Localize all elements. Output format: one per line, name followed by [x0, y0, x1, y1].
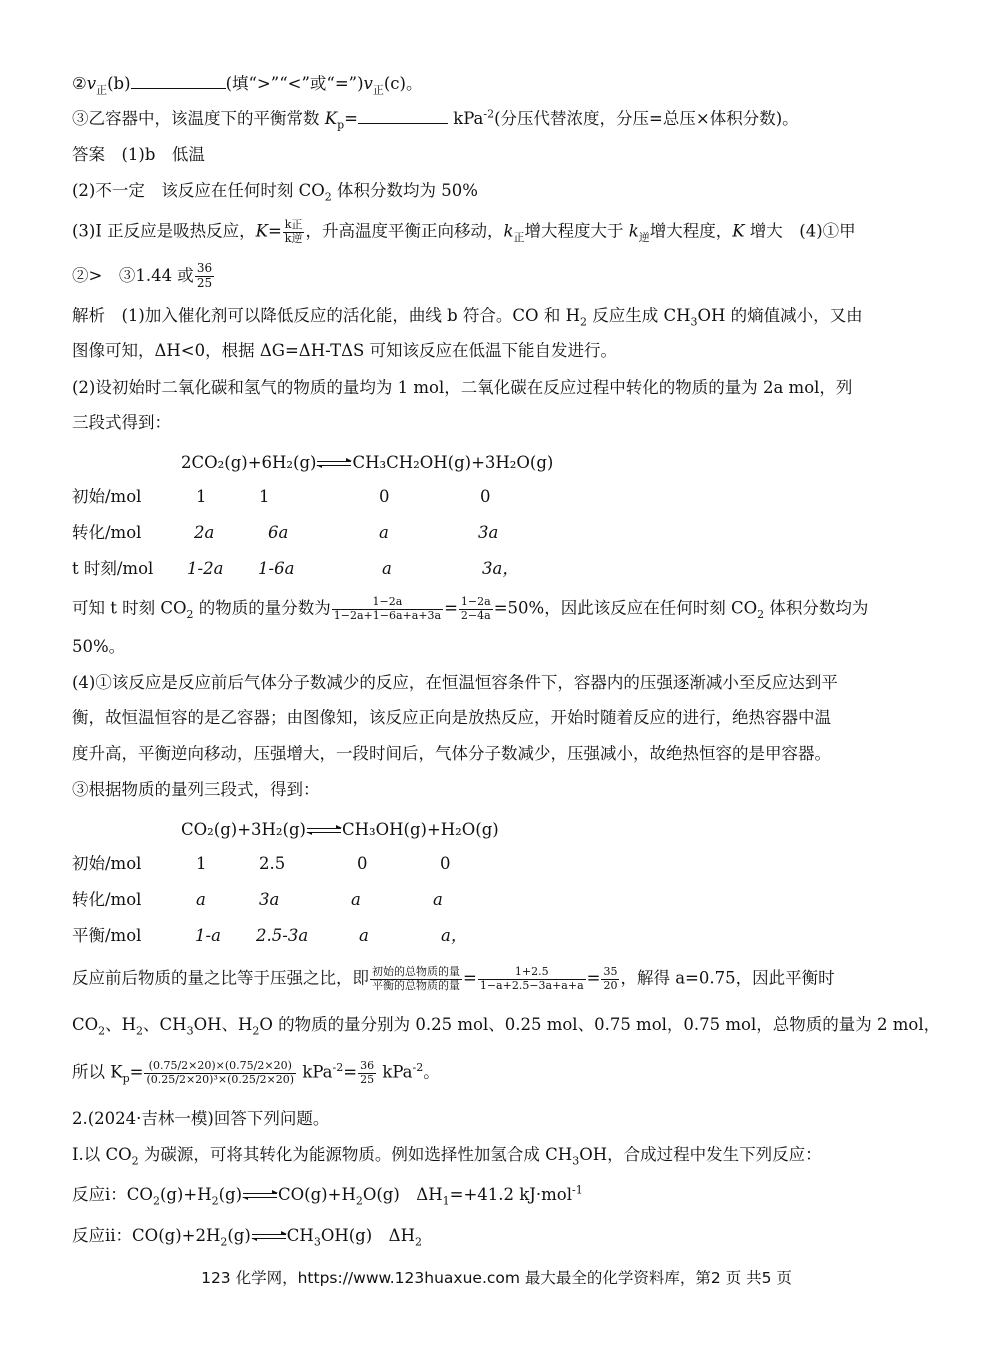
equation-2: CO₂(g)+3H₂(g) CH₃OH(g)+H₂O(g)	[181, 820, 499, 839]
analysis-line-12: $CO_2$、$H_2$、$CH_3OH$、$H_2O$ 的物质的量分别为 0.25 mol、0.25 mol、0.75 mol，0.75 mol，总物质的量为 2 mol，	[72, 1015, 941, 1038]
pressure-ratio-3: $\frac{35}{20}$	[603, 965, 618, 992]
analysis-line-13: 所以 $K_p=$ $\frac{(0.75/2\times 20)\times(0.75/2\times 20)}{\text{(0.25/2×20)³×(0.25/2×20)}}$ kPa$^{-2}$= $\frac{36}{25}$ kPa$^{-2}$。	[72, 1059, 440, 1086]
question-line-2: $②v_正(b)$ (填“>”“<”或“$=”)v_正(c)$。	[72, 74, 423, 97]
analysis-line-9: 度升高，平衡逆向移动，压强增大，一段时间后，气体分子数减少，压强减小，故绝热恒容的是甲容器。	[72, 744, 831, 763]
analysis-line-5: 可知 t 时刻 $CO_2$ 的物质的量分数为 $\frac{1-2a}{1-2a+1-6a+a+3a}$ = $\frac{1-2a}{2-4a}$ =50%，因此该反应在任何时刻 $CO_2$ 体积分数均为	[72, 595, 869, 622]
pressure-ratio-2: $\frac{1+2.5}{1-a+2.5-3a+a+a}$	[479, 965, 584, 992]
kp-fraction: $\frac{(0.75/2\times 20)\times(0.75/2\times 20)}{\text{(0.25/2×20)³×(0.25/2×20)}}$	[146, 1059, 295, 1086]
answer-line-3: (3)Ⅰ 正反应是吸热反应，K= $\frac{\text{k正}}{\text{k逆}}$ ，升高温度平衡正向移动，$k_正$增大程度大于 $k_逆$增大程度，K 增大 (4)①甲	[72, 218, 856, 245]
analysis-line-6: 50%。	[72, 637, 126, 656]
mole-fraction-2: $\frac{1-2a}{2-4a}$	[460, 595, 491, 622]
page-footer: 123 化学网，https://www.123huaxue.com 最大最全的化学资料库，第2 页 共5 页	[201, 1269, 792, 1287]
answer-line-4: ②> ③1.44 或 $\frac{36}{25}$	[72, 261, 213, 290]
mole-fraction-1: $\frac{1-2a}{1-2a+1-6a+a+3a}$	[333, 595, 442, 622]
answer-fraction: $\frac{36}{25}$	[196, 261, 213, 290]
answer-line-2: (2)不一定 该反应在任何时刻 $CO_2$ 体积分数均为 50%	[72, 181, 478, 204]
equilibrium-arrow-icon	[243, 1191, 277, 1201]
reaction-i: 反应ⅰ：$CO_2(g)+H_2(g)$ $CO(g)+H_2O(g)$ $\Delta H_1=+41.2$ kJ·mol$^{-1}$	[72, 1183, 583, 1208]
analysis-line-7: (4)①该反应是反应前后气体分子数减少的反应，在恒温恒容条件下，容器内的压强逐渐减小至反应达到平	[72, 673, 838, 692]
answer-line-1: 答案 (1)b 低温	[72, 145, 205, 164]
analysis-line-8: 衡，故恒温恒容的是乙容器；由图像知，该反应正向是放热反应，开始时随着反应的进行，绝热容器中温	[72, 708, 831, 727]
equilibrium-arrow-icon	[252, 1232, 286, 1242]
answer-blank	[358, 108, 448, 124]
equation-1: 2CO₂(g)+6H₂(g) CH₃CH₂OH(g)+3H₂O(g)	[181, 453, 554, 472]
analysis-line-1: 解析 (1)加入催化剂可以降低反应的活化能，曲线 b 符合。CO 和 $H_2$ 反应生成 $CH_3OH$ 的熵值减小，又由	[72, 306, 863, 329]
equilibrium-arrow-icon	[317, 459, 351, 469]
analysis-line-10: ③根据物质的量列三段式，得到：	[72, 780, 320, 799]
k-fraction: $\frac{\text{k正}}{\text{k逆}}$	[284, 218, 303, 245]
question-2-title: 2.(2024·吉林一模)回答下列问题。	[72, 1109, 330, 1128]
analysis-line-11: 反应前后物质的量之比等于压强之比，即 $\frac{\text{初始的总物质的量}}{\text{平衡的总物质的量}}$ = $\frac{1+2.5}{1-a+2.5-3a+a+a}$ = $\frac{35}{20}$ ，解得 a=0.75，因此平衡时	[72, 965, 835, 992]
analysis-line-4: 三段式得到：	[72, 413, 171, 432]
reaction-ii: 反应ⅱ：$CO(g)+2H_2(g)$ $CH_3OH(g)$ $\Delta H_2$	[72, 1226, 422, 1249]
analysis-line-3: (2)设初始时二氧化碳和氢气的物质的量均为 1 mol，二氧化碳在反应过程中转化的物质的量为 2a mol，列	[72, 378, 853, 397]
answer-blank	[131, 73, 226, 89]
equilibrium-arrow-icon	[307, 826, 341, 836]
document-page: $②v_正(b)$ (填“>”“<”或“$=”)v_正(c)$。 ③乙容器中，该温度下的平衡常数 $K_p= kPa^{-2}$(分压代替浓度，分压=总压×体积分数)。 答案 (1)b 低温 (2)不一定 该反应在任何时刻 $CO_2$ 体积分数均为 50% (3)Ⅰ 正反应是吸热反应，K= $\frac{\text{k正}}{\text{k逆}}$ ，升高温度平衡正向移动，$k_正$增大程度大于 $k_逆$增大程度，K 增大 (4)①甲 ②> ③1.44 或 $\frac{36}{25}$ 解析 (1)加入催化剂可以降低反应的活化能，曲线 b 符合。CO 和 $H_2$ 反应生成 $CH_3OH$ 的熵值减小，又由 图像可知，ΔH<0，根据 ΔG=ΔH-TΔS 可知该反应在低温下能自发进行。 (2)设初始时二氧化碳和氢气的物质的量均为 1 mol，二氧化碳在反应过程中转化的物质的量为 2a mol，列 三段式得到： 2CO₂(g)+6H₂(g) CH₃CH₂OH(g)+3H₂O(g) 初始/mol 1 1 0 0 转化/mol 2a 6a a 3a t 时刻/mol 1-2a 1-6a a 3a， 可知 t 时刻 $CO_2$ 的物质的量分数为 $\frac{1-2a}{1-2a+1-6a+a+3a}$ = $\frac{1-2a}{2-4a}$ =50%，因此该反应在任何时刻 $CO_2$ 体积分数均为 50%。 (4)①该反应是反应前后气体分子数减少的反应，在恒温恒容条件下，容器内的压强逐渐减小至反应达到平 衡，故恒温恒容的是乙容器；由图像知，该反应正向是放热反应，开始时随着反应的进行，绝热容器中温 度升高，平衡逆向移动，压强增大，一段时间后，气体分子数减少，压强减小，故绝热恒容的是甲容器。 ③根据物质的量列三段式，得到： CO₂(g)+3H₂(g) CH₃OH(g)+H₂O(g) 初始/mol 1 2.5 0 0 转化/mol a 3a a a 平衡/mol 1-a 2.5-3a a a， 反应前后物质的量之比等于压强之比，即 $\frac{\text{初始的总物质的量}}{\text{平衡的总物质的量}}$ = $\frac{1+2.5}{1-a+2.5-3a+a+a}$ = $\frac{35}{20}$ ，解得 a=0.75，因此平衡时 $CO_2$、$H_2$、$CH_3OH$、$H_2O$ 的物质的量分别为 0.25 mol、0.25 mol、0.75 mol，0.75 mol，总物质的量为 2 mol， 所以 $K_p=$ $\frac{(0.75/2\times 20)\times(0.75/2\times 20)}{\text{(0.25/2×20)³×(0.25/2×20)}}$ kPa$^{-2}$= $\frac{36}{25}$ kPa$^{-2}$。 2.(2024·吉林一模)回答下列问题。 Ⅰ.以 $CO_2$ 为碳源，可将其转化为能源物质。例如选择性加氢合成 $CH_3OH$，合成过程中发生下列反应： 反应ⅰ：$CO_2(g)+H_2(g)$ $CO(g)+H_2O(g)$ $\Delta H_1=+41.2$ kJ·mol$^{-1}$ 反应ⅱ：$CO(g)+2H_2(g)$ $CH_3OH(g)$ $\Delta H_2$ 123 化学网，https://www.123huaxue.com 最大最全的化学资料库，第2 页 共5 页	[0, 0, 993, 1347]
kp-result-fraction: $\frac{36}{25}$	[360, 1059, 375, 1086]
pressure-ratio-1: $\frac{\text{初始的总物质的量}}{\text{平衡的总物质的量}}$	[372, 965, 460, 992]
question-2-line-1: Ⅰ.以 $CO_2$ 为碳源，可将其转化为能源物质。例如选择性加氢合成 $CH_3OH$，合成过程中发生下列反应：	[72, 1145, 822, 1168]
analysis-line-2: 图像可知，ΔH<0，根据 ΔG=ΔH-TΔS 可知该反应在低温下能自发进行。	[72, 341, 618, 360]
question-line-3: ③乙容器中，该温度下的平衡常数 $K_p= kPa^{-2}$(分压代替浓度，分压=总压×体积分数)。	[72, 107, 799, 132]
